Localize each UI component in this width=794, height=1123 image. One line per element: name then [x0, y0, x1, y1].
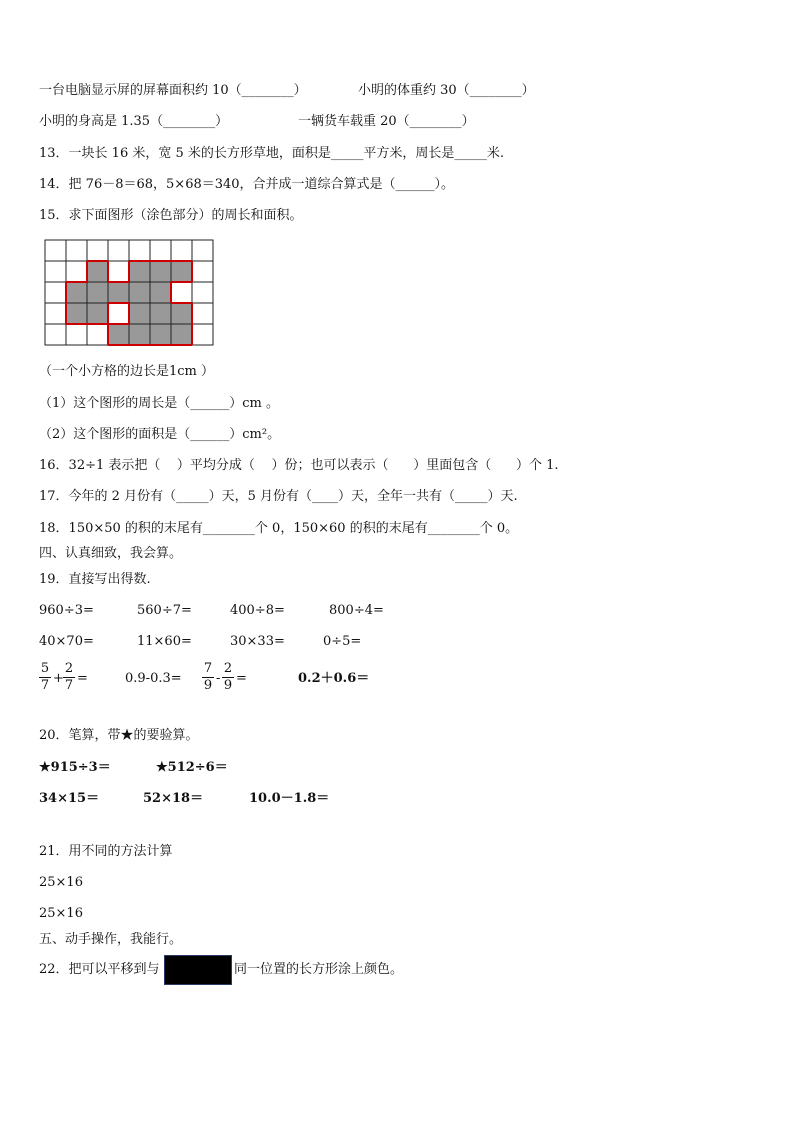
grid-cell [192, 261, 213, 282]
shaded-cell [129, 282, 150, 303]
grid-cell [192, 324, 213, 345]
grid-figure [44, 239, 218, 347]
fraction-denominator: 7 [64, 678, 74, 693]
section-5-heading: 五、动手操作，我能行。 [39, 932, 183, 947]
section-4-heading: 四、认真细致，我会算。 [39, 546, 183, 561]
grid-cell [192, 282, 213, 303]
shaded-cell [150, 282, 171, 303]
question-22-start: 22．把可以平移到与 [39, 962, 160, 977]
fraction-2-9 [222, 662, 234, 693]
grid-cell [192, 240, 213, 261]
question-22-end: 同一位置的长方形涂上颜色。 [234, 962, 404, 977]
plus-operator: + [53, 671, 64, 686]
shaded-cell [150, 303, 171, 324]
equals-sign: = [77, 671, 88, 686]
shaded-cell [171, 303, 192, 324]
fraction-denominator: 9 [223, 678, 233, 693]
shaded-cell [129, 303, 150, 324]
calc-decimal-add: 0.2＋0.6＝ [298, 671, 370, 686]
grid-cell [129, 240, 150, 261]
shaded-cell [87, 261, 108, 282]
question-19: 19．直接写出得数. [39, 572, 151, 587]
grid-cell [45, 240, 66, 261]
question-21-line-2: 25×16 [39, 906, 83, 921]
line-screen-area: 一台电脑显示屏的屏幕面积约 10（________） [39, 83, 307, 98]
shaded-cell [129, 324, 150, 345]
shaded-cell [66, 303, 87, 324]
fraction-numerator: 2 [223, 661, 233, 676]
grid-cell [45, 324, 66, 345]
question-15-note: （一个小方格的边长是1cm ） [39, 364, 215, 379]
question-14: 14．把 76－8＝68，5×68＝340，合并成一道综合算式是（______）。 [39, 177, 455, 192]
grid-cell [66, 324, 87, 345]
question-21-line-1: 25×16 [39, 875, 83, 890]
calc-row-1-item-1: 960÷3= [39, 603, 94, 618]
grid-cell [45, 303, 66, 324]
calc-verify-2: ★512÷6＝ [156, 760, 228, 775]
shaded-cell [171, 261, 192, 282]
grid-cell [45, 282, 66, 303]
line-truck: 一辆货车载重 20（________） [298, 114, 475, 129]
fraction-2-7 [63, 662, 75, 693]
shaded-cell [108, 324, 129, 345]
fraction-numerator: 5 [40, 661, 50, 676]
shaded-cell [150, 261, 171, 282]
shaded-cell [171, 324, 192, 345]
question-21: 21．用不同的方法计算 [39, 844, 173, 859]
grid-cell [45, 261, 66, 282]
calc-row-2-item-4: 0÷5= [323, 634, 362, 649]
calc-row-1-item-2: 560÷7= [137, 603, 192, 618]
question-13: 13．一块长 16 米，宽 5 米的长方形草地，面积是_____平方米，周长是_____米. [39, 146, 505, 161]
shaded-cell [87, 282, 108, 303]
question-20: 20．笔算，带★的要验算。 [39, 728, 199, 743]
question-16: 16．32÷1 表示把（ ）平均分成（ ）份；也可以表示（ ）里面包含（ ）个 1. [39, 458, 559, 473]
question-17: 17．今年的 2 月份有（_____）天，5 月份有（____）天，全年一共有（_____）天. [39, 489, 518, 504]
equals-sign: = [236, 671, 247, 686]
calc-decimal-subtract: 0.9-0.3= [125, 671, 182, 686]
shaded-cell [108, 282, 129, 303]
shaded-cell [129, 261, 150, 282]
question-15-part-2: （2）这个图形的面积是（______）cm²。 [39, 427, 281, 442]
calc-written-3: 10.0－1.8＝ [249, 791, 330, 806]
fraction-denominator: 9 [203, 678, 213, 693]
calc-written-1: 34×15＝ [39, 791, 100, 806]
fraction-5-7 [39, 662, 51, 693]
grid-cell [150, 240, 171, 261]
reference-rectangle [164, 955, 232, 985]
fraction-7-9 [202, 662, 214, 693]
question-15-part-1: （1）这个图形的周长是（______）cm 。 [39, 396, 280, 411]
question-15: 15．求下面图形（涂色部分）的周长和面积。 [39, 208, 303, 223]
grid-cell [108, 261, 129, 282]
grid-cell [171, 240, 192, 261]
shaded-cell [66, 282, 87, 303]
fraction-numerator: 2 [64, 661, 74, 676]
grid-cell [87, 324, 108, 345]
shaded-cell [150, 324, 171, 345]
calc-written-2: 52×18＝ [143, 791, 204, 806]
fraction-denominator: 7 [40, 678, 50, 693]
shaded-cell [87, 303, 108, 324]
question-18: 18．150×50 的积的末尾有________个 0，150×60 的积的末尾有________个 0。 [39, 521, 519, 536]
line-height: 小明的身高是 1.35（________） [39, 114, 229, 129]
line-weight: 小明的体重约 30（________） [358, 83, 535, 98]
grid-cell [108, 303, 129, 324]
fraction-numerator: 7 [203, 661, 213, 676]
minus-operator: - [216, 671, 221, 686]
calc-row-1-item-4: 800÷4= [329, 603, 384, 618]
grid-cell [192, 303, 213, 324]
calc-row-2-item-2: 11×60= [137, 634, 192, 649]
grid-cell [66, 261, 87, 282]
grid-cell [108, 240, 129, 261]
grid-cell [66, 240, 87, 261]
calc-verify-1: ★915÷3＝ [39, 760, 111, 775]
grid-cell [171, 282, 192, 303]
calc-row-2-item-3: 30×33= [230, 634, 285, 649]
grid-cell [87, 240, 108, 261]
calc-row-2-item-1: 40×70= [39, 634, 94, 649]
calc-row-1-item-3: 400÷8= [230, 603, 285, 618]
